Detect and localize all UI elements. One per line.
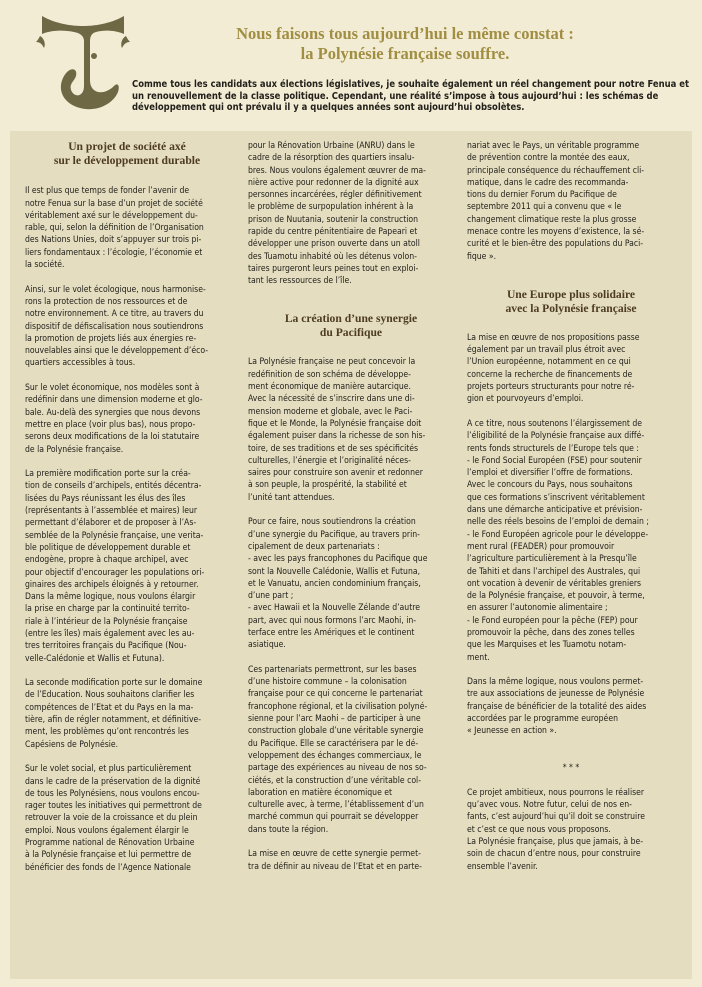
- paragraph: La mise en œuvre de cette synergie permet- tra de définir au niveau de l’Etat et en parte-: [248, 849, 422, 872]
- paragraph: A ce titre, nous soutenons l’élargissement de l’éligibilité de la Polynésie française aux diffé- rents fonds structurels de l’Europe tels que : - le Fond Social Européen (FSE) pour soutenir l’emploi et diversifier l’offre de formations. Avec le concours du Pays, nous souhaitons que ces formations s’inscrivent véritablement dans une démarche anticipative et prévision- nelle des réels besoins de l’emploi de demain ; - le Fond Européen agricole pour le développe- ment rural (FEADER) pour promouvoir l’agriculture particulièrement à la Presqu’île de Tahiti et dans l’archipel des Australes, qui ont vocation à devenir de véritables greniers de la Polynésie française, et pouvoir, à terme, en assurer l’autonomie alimentaire ; - le Fond européen pour la pêche (FEP) pour promouvoir la pêche, dans des zones telles que les Marquises et les Tuamotu notam- ment.: [467, 418, 649, 663]
- paragraph: La mise en œuvre de nos propositions passe également par un travail plus étroit avec l’Union européenne, notamment en ce qui concerne la recherche de financements de projets porteurs structurants pour notre ré- gion et pourvoyeurs d’emploi.: [467, 332, 640, 405]
- paragraph: Il est plus que temps de fonder l’avenir de notre Fenua sur la base d’un projet de société véritablement axé sur le développement du- rable, qui, selon la définition de l’Organisation des Nations Unies, doit s’appuyer sur trois pi- liers fondamentaux : l’écologie, l’économie et la société.: [25, 186, 204, 271]
- intro-paragraph: Comme tous les candidats aux élections législatives, je souhaite également un réel changement pour notre Fenua et un renouvellement de la classe politique. Cependant, une réalité s’impose à tous aujourd’hui : les schémas de développement qui ont prévalu il y a quelques années sont aujourd’hui obsolètes.: [132, 79, 690, 114]
- paragraph: Ainsi, sur le volet écologique, nous harmonise- rons la protection de nos ressources et de notre environnement. A ce titre, au travers du dispositif de défiscalisation nous soutiendrons la promotion de projets liés aux énergies re- nouvelables ainsi que le développement d’éco- quartiers accessibles à tous.: [25, 284, 209, 369]
- section-separator: * * *: [562, 763, 580, 774]
- paragraph: La Polynésie française ne peut concevoir la redéfinition de son schéma de développe- ment économique de manière autarcique. Avec la nécessité de s’inscrire dans une di- mension moderne et globale, avec le Paci- fique et le Monde, la Polynésie française doit également puiser dans la richesse de son his- toire, de ses traditions et de ses spécificités culturelles, l’énergie et l’originalité néces- saires pour construire son avenir et redonner à son peuple, la prospérité, la stabilité et l’unité tant attendues.: [248, 357, 426, 503]
- paragraph: Ce projet ambitieux, nous pourrons le réaliser qu’avec vous. Notre futur, celui de nos en- fants, c’est aujourd’hui qu’il doit se construire et c’est ce que nous vous proposons.: [467, 787, 645, 835]
- paragraph: Ces partenariats permettront, sur les bases d’une histoire commune – la colonisation française pour ce qui concerne le partenariat francophone régional, et la civilisation polyné- sienne pour l’arc Maohi – de participer à une construction globale d’une véritable synergie du Pacifique. Elle se caractérisera par le dé- veloppement des échanges commerciaux, le partage des expériences au niveau de nos so- ciétés, et la construction d’une véritable col- laboration en matière économique et culturelle avec, à terme, l’établissement d’un marché commun qui pourrait se développer dans toute la région.: [248, 664, 428, 835]
- section-heading: Un projet de société axé sur le développement durable: [53, 140, 201, 167]
- paragraph: Dans la même logique, nous voulons permet- tre aux associations de jeunesse de Polynésie française de bénéficier de la totalité des aides accordées par le programme européen « Jeunesse en action ».: [467, 677, 647, 737]
- paragraph: La première modification porte sur la créa- tion de conseils d’archipels, entités décentra- lisées du Pays réunissant les élus des îles (représentants à l’assemblée et maires) leur permettant d’élaborer et de proposer à l’As- semblée de la Polynésie française, une verita- ble politique de développement durable et endogène, propre à chaque archipel, avec pour objectif d’encourager les populations ori- ginaires des archipels éloignés à y retourner. Dans la même logique, nous voulons élargir la prise en charge par la continuité territo- riale à l’intérieur de la Polynésie française (entre les îles) mais également avec les au- tres territoires français du Pacifique (Nou- velle-Calédonie et Wallis et Futuna).: [25, 469, 205, 664]
- ornate-letter-logo: [34, 10, 132, 115]
- paragraph: nariat avec le Pays, un véritable programme de prévention contre la montée des eaux, principale conséquence du réchauffement cli- matique, dans le cadre des recommanda- tions du dernier Forum du Pacifique de septembre 2011 qui a convenu que « le changement climatique reste la plus grosse menace contre les moyens d’existence, la sé- curité et le bien-être des populations du Paci- fique ».: [467, 141, 645, 262]
- column-1: [25, 140, 229, 874]
- paragraph: La seconde modification porte sur le domaine de l’Education. Nous souhaitons clarifier les compétences de l’Etat et du Pays en la ma- tière, afin de régler notamment, et définitive- ment, les problèmes qu’ont rencontrés les Capésiens de Polynésie.: [25, 678, 203, 750]
- paragraph: Sur le volet social, et plus particulièrement dans le cadre de la préservation de la dignité de tous les Polynésiens, nous voulons encou- rager toutes les initiatives qui permettront de retrouver la voie de la croissance et du plein emploi. Nous voulons également élargir le Programme national de Rénovation Urbaine à la Polynésie française et lui permettre de bénéficier des fonds de l’Agence Nationale: [25, 764, 202, 873]
- paragraph: La Polynésie française, plus que jamais, à be- soin de chacun d’entre nous, pour construire ensemble l’avenir.: [467, 837, 644, 872]
- article-body: [10, 131, 692, 979]
- column-2: [248, 140, 454, 873]
- paragraph: pour la Rénovation Urbaine (ANRU) dans le cadre de la résorption des quartiers insalu- bres. Nous voulons également œuvrer de ma- nière active pour redonner de la dignité aux personnes incarcérées, régler définitivement le problème de surpopulation inhérent à la prison de Nuutania, soutenir la construction rapide du centre pénitentiaire de Papeari et développer une prison ouverte dans un atoll des Tuamotu inhabité où les détenus volon- taires purgeront leurs peines tout en exploi- tant les ressources de l’île.: [248, 141, 426, 287]
- section-heading: La création d’une synergie du Pacifique: [284, 312, 418, 340]
- column-3: [467, 140, 675, 873]
- section-heading: Une Europe plus solidaire avec la Polynésie française: [505, 287, 637, 315]
- header: [0, 0, 702, 120]
- page-title: Nous faisons tous aujourd’hui le même constat : la Polynésie française souffre.: [236, 24, 574, 63]
- paragraph: Sur le volet économique, nos modèles sont à redéfinir dans une dimension moderne et glo- bale. Au-delà des synergies que nous devons mettre en place (voir plus bas), nous propo- serons deux modifications de la loi statutaire de la Polynésie française.: [25, 383, 203, 455]
- paragraph: Pour ce faire, nous soutiendrons la création d’une synergie du Pacifique, au travers prin- cipalement de deux partenariats : - avec les pays francophones du Pacifique que sont la Nouvelle Calédonie, Wallis et Futuna, et le Vanuatu, ancien condominium français, d’une part ; - avec Hawaii et la Nouvelle Zélande d’autre part, avec qui nous formons l’arc Maohi, in- terface entre les Amériques et le continent asiatique.: [248, 517, 428, 651]
